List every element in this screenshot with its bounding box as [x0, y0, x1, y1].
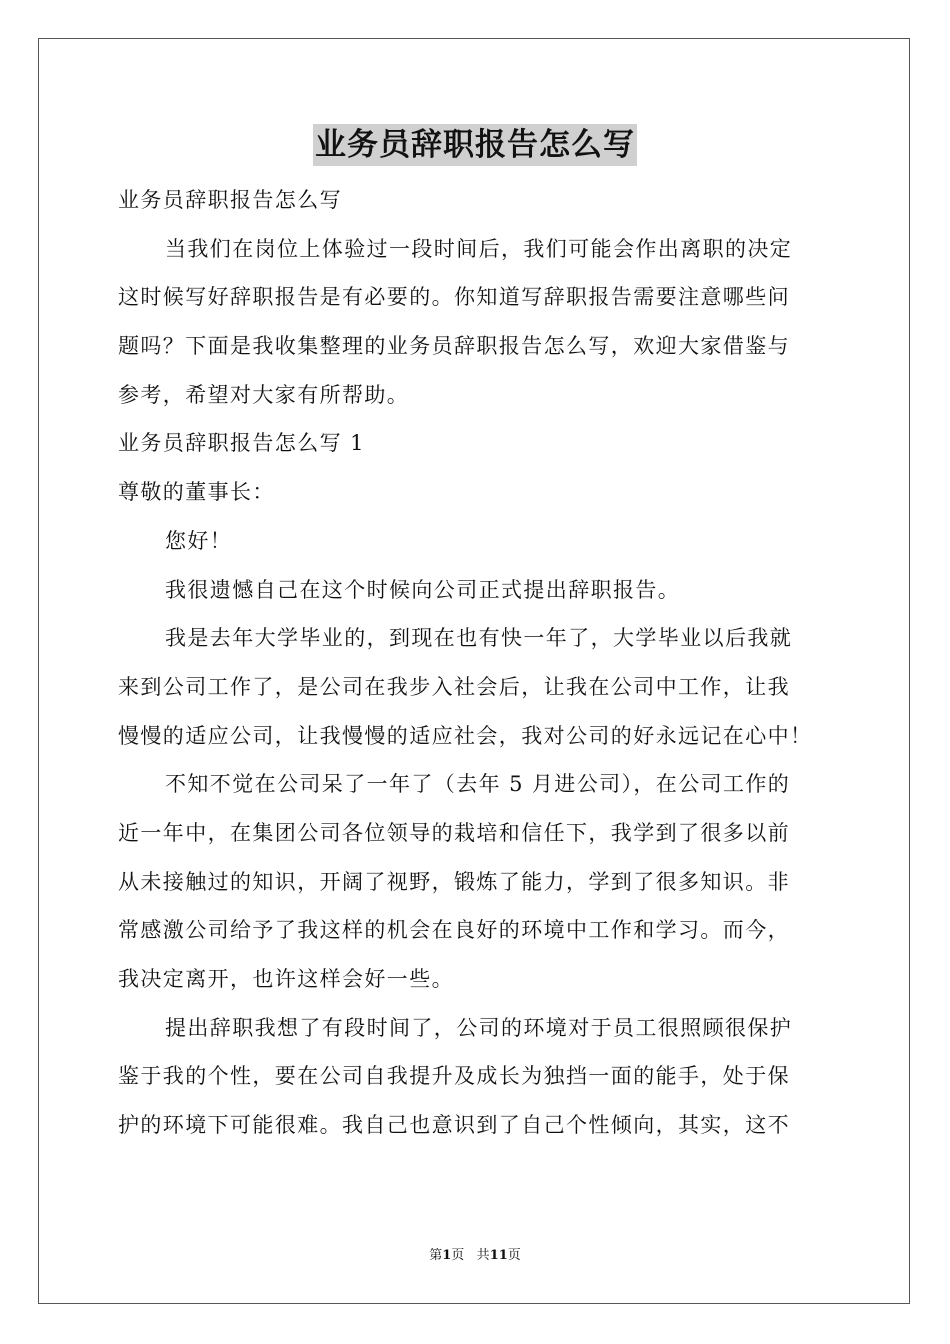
footer-total-prefix: 共	[476, 1248, 490, 1263]
document-title: 业务员辞职报告怎么写	[313, 124, 637, 166]
text-line: 鉴于我的个性，要在公司自我提升及成长为独挡一面的能手，处于保	[118, 1064, 790, 1089]
footer-page-unit: 页	[451, 1248, 465, 1263]
footer-prefix: 第	[429, 1248, 443, 1263]
text-line: 尊敬的董事长：	[118, 480, 275, 505]
document-body	[118, 176, 838, 1150]
text-line: 题吗？下面是我收集整理的业务员辞职报告怎么写，欢迎大家借鉴与	[118, 334, 790, 359]
text-line: 我是去年大学毕业的，到现在也有快一年了，大学毕业以后我就	[165, 626, 793, 651]
text-line: 您好！	[165, 528, 233, 553]
footer-total-unit: 页	[507, 1248, 521, 1263]
text-line: 我很遗憾自己在这个时候向公司正式提出辞职报告。	[165, 577, 681, 602]
text-line: 参考，希望对大家有所帮助。	[118, 382, 410, 407]
text-line: 业务员辞职报告怎么写	[118, 188, 342, 212]
title-container	[0, 124, 950, 166]
text-line: 当我们在岗位上体验过一段时间后，我们可能会作出离职的决定	[165, 236, 793, 261]
text-line: 这时候写好辞职报告是有必要的。你知道写辞职报告需要注意哪些问	[118, 285, 790, 310]
text-line: 常感激公司给予了我这样的机会在良好的环境中工作和学习。而今，	[118, 918, 790, 943]
text-line: 来到公司工作了，是公司在我步入社会后，让我在公司中工作，让我	[118, 674, 790, 699]
text-line: 慢慢的适应公司，让我慢慢的适应社会，我对公司的好永远记在心中！	[118, 723, 813, 748]
text-line: 业务员辞职报告怎么写 1	[118, 431, 365, 456]
text-line: 近一年中，在集团公司各位领导的栽培和信任下，我学到了很多以前	[118, 820, 790, 845]
text-line: 从未接触过的知识，开阔了视野，锻炼了能力，学到了很多知识。非	[118, 869, 790, 894]
footer-total-pages: 11	[489, 1248, 508, 1263]
footer-page-number: 1	[442, 1248, 452, 1263]
text-line: 我决定离开，也许这样会好一些。	[118, 967, 454, 991]
text-line: 不知不觉在公司呆了一年了（去年 5 月进公司），在公司工作的	[165, 772, 791, 797]
page-footer	[0, 1247, 950, 1265]
text-line: 提出辞职我想了有段时间了，公司的环境对于员工很照顾很保护	[165, 1015, 793, 1040]
text-line: 护的环境下可能很难。我自己也意识到了自己个性倾向，其实，这不	[118, 1113, 790, 1138]
